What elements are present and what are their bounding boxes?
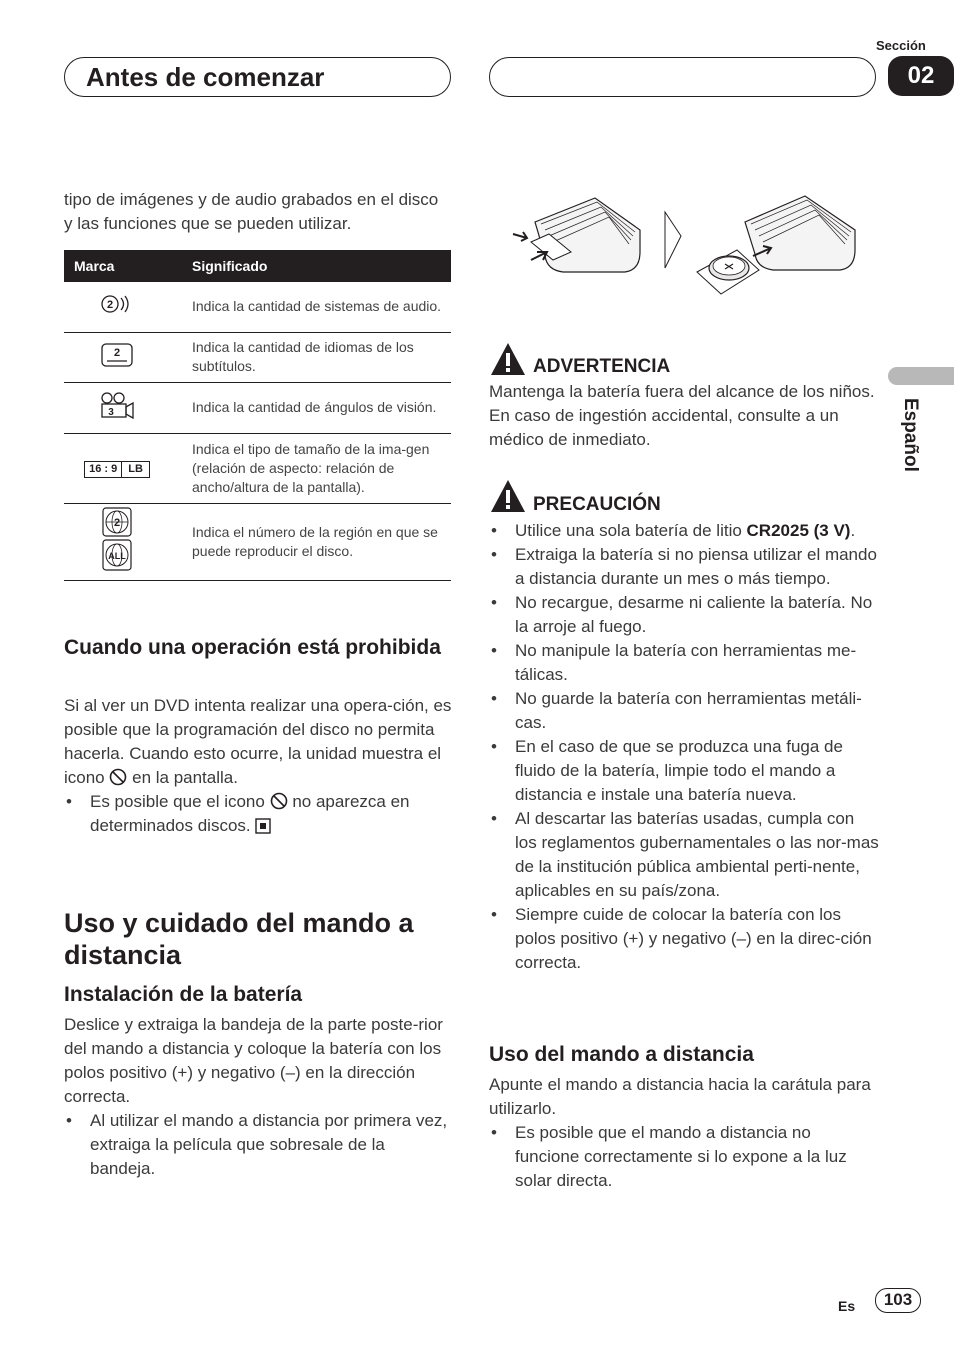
prohibited-icon — [270, 792, 288, 810]
warning-text: Mantenga la batería fuera del alcance de los niños. En caso de ingestión accidental, consulte a un médico de inmediato. — [489, 382, 875, 449]
audio-icon-number: 2 — [106, 299, 114, 312]
row-meaning: Indica la cantidad de sistemas de audio. — [170, 282, 451, 332]
care-heading: Uso y cuidado del mando a distancia — [64, 908, 414, 970]
header-right-frame — [489, 57, 876, 97]
table-row — [64, 382, 451, 433]
warning-icon — [489, 341, 527, 377]
battery-model: CR2025 (3 V) — [746, 521, 851, 540]
use-heading: Uso del mando a distancia — [489, 1043, 754, 1066]
end-mark-icon — [255, 818, 271, 834]
battery-body — [64, 1013, 454, 1181]
intro-text: tipo de imágenes y de audio grabados en el disco y las funciones que se pueden utilizar. — [64, 190, 439, 233]
language-label: Español — [900, 398, 921, 472]
list-item — [489, 519, 879, 543]
aspect-ratio-icon — [84, 461, 150, 478]
prohibited-bullet-a: Es posible que el icono — [90, 792, 265, 811]
caution-list — [489, 519, 879, 975]
list-item: • Es posible que el mando a distancia no funcione correctamente si lo expone a la luz solar directa. — [489, 1121, 879, 1193]
region-icon-number: 2 — [113, 517, 121, 529]
camera-angle-icon — [97, 390, 137, 420]
battery-text: Deslice y extraiga la bandeja de la parte poste-rior del mando a distancia y coloque la batería con los polos positivo (+) y negativo (–) en la dirección correcta. — [64, 1015, 443, 1106]
col-mark-header: Marca — [64, 250, 170, 282]
letterbox-label: LB — [128, 463, 143, 475]
caution-icon — [489, 478, 527, 514]
marks-table — [64, 250, 451, 581]
row-meaning: Indica la cantidad de idiomas de los subtítulos. — [170, 332, 451, 382]
list-item — [64, 790, 454, 838]
section-number: 02 — [888, 56, 954, 96]
prohibited-paragraph — [64, 694, 454, 790]
audio-icon — [99, 293, 135, 315]
footer-lang-code: Es — [838, 1298, 856, 1314]
list-item: • Al utilizar el mando a distancia por primera vez, extraiga la película que sobresale de la bandeja. — [64, 1109, 454, 1181]
prohibited-body — [64, 694, 454, 838]
caution-title: PRECAUCIÓN — [533, 494, 661, 515]
list-item: • En el caso de que se produzca una fuga de fluido de la batería, limpie todo el mando a distancia e instale una batería nueva. — [489, 735, 879, 807]
region-all-label: ALL — [108, 551, 126, 561]
use-body — [489, 1073, 879, 1193]
page-number: 103 — [875, 1288, 921, 1313]
battery-illustration — [505, 190, 860, 300]
list-item: • No manipule la batería con herramientas me-tálicas. — [489, 639, 879, 687]
row-meaning: Indica la cantidad de ángulos de visión. — [170, 382, 451, 433]
table-row — [64, 503, 451, 580]
subtitle-icon-number: 2 — [113, 346, 121, 359]
list-item: • Extraiga la batería si no piensa utilizar el mando a distancia durante un mes o más tiempo. — [489, 543, 879, 591]
use-text: Apunte el mando a distancia hacia la carátula para utilizarlo. — [489, 1075, 871, 1118]
battery-heading: Instalación de la batería — [64, 983, 303, 1006]
section-label: Sección — [876, 38, 926, 53]
table-row — [64, 433, 451, 503]
side-tab — [888, 367, 954, 385]
prohibited-heading: Cuando una operación está prohibida — [64, 636, 441, 659]
region-icon — [100, 506, 134, 572]
prohibited-text-a: Si al ver un DVD intenta realizar una opera-ción, es posible que la programación del disco no permita hacerla. Cuando esto ocurre, la unidad muestra el icono — [64, 696, 452, 787]
list-item: • Al descartar las baterías usadas, cumpla con los reglamentos gubernamentales o las nor-mas de la institución pública ambiental perti-nente, aplicables en su país/zona. — [489, 807, 879, 903]
angle-icon-number: 3 — [108, 407, 114, 418]
table-row — [64, 332, 451, 382]
row-meaning: Indica el número de la región en que se puede reproducir el disco. — [170, 503, 451, 580]
list-item: • No guarde la batería con herramientas metáli-cas. — [489, 687, 879, 735]
aspect-ratio-value: 16 : 9 — [85, 462, 122, 477]
col-meaning-header: Significado — [170, 250, 451, 282]
caution-first-a: Utilice una sola batería de litio — [515, 521, 742, 540]
list-item: • No recargue, desarme ni caliente la batería. No la arroje al fuego. — [489, 591, 879, 639]
caution-first-c: . — [850, 521, 856, 540]
list-item: • Siempre cuide de colocar la batería con los polos positivo (+) y negativo (–) en la direc-ción correcta. — [489, 903, 879, 975]
row-meaning: Indica el tipo de tamaño de la ima-gen (relación de aspecto: relación de ancho/altura de la pantalla). — [170, 433, 451, 503]
warning-title: ADVERTENCIA — [533, 356, 671, 377]
prohibited-text-b: en la pantalla. — [132, 768, 238, 787]
prohibited-icon — [109, 768, 127, 786]
prohibited-bullet-b: no aparezca en determinados discos. — [90, 792, 410, 835]
page-title: Antes de comenzar — [86, 62, 325, 92]
table-row — [64, 282, 451, 332]
subtitle-icon — [99, 341, 135, 369]
